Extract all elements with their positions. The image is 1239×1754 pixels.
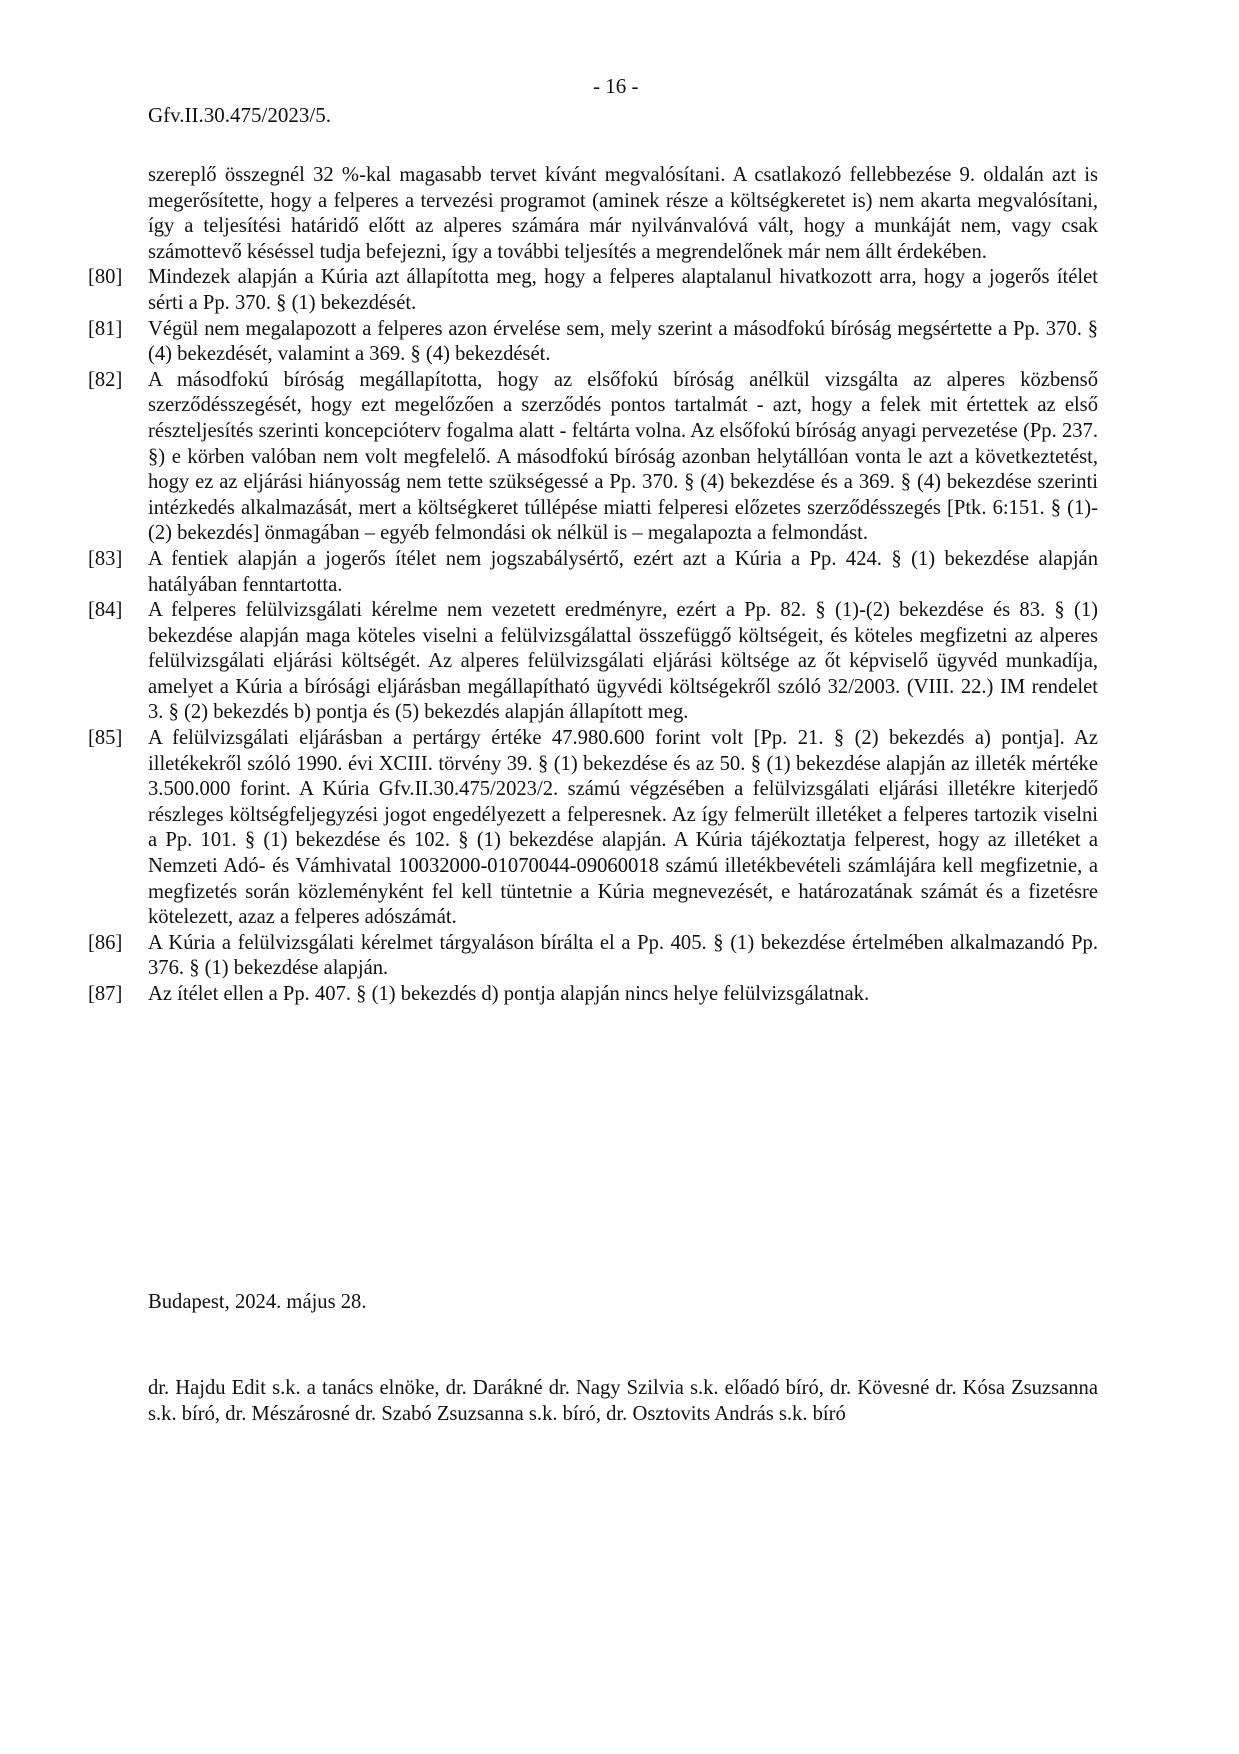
paragraph-number: [87] xyxy=(88,983,123,1005)
paragraph-80 xyxy=(88,265,1098,316)
paragraph-number: [84] xyxy=(88,599,123,622)
paragraph-text: Az ítélet ellen a Pp. 407. § (1) bekezdés d) pontja alapján nincs helye felülvizsgálatnak. xyxy=(148,983,870,1005)
paragraph-text: A felülvizsgálati eljárásban a pertárgy értéke 47.980.600 forint volt [Pp. 21. § (2) bekezdés a) pontja]. Az illetékekről szóló 1990. évi XCIII. törvény 39. § (1) bekezdése és az 50. § (1) bekezdése alapján az illeték mértéke 3.500.000 forint. A Kúria Gfv.II.30.475/2023/2. számú végzésében a felülvizsgálati eljárási illetékre kiterjedő részleges költségfeljegyzési jogot engedélyezett a felperesnek. Az így felmerült illetéket a felperes tartozik viselni a Pp. 101. § (1) bekezdése és 102. § (1) bekezdése alapján. A Kúria tájékoztatja felperest, hogy az illetéket a Nemzeti Adó- és Vámhivatal 10032000-01070044-09060018 számú illetékbevételi számlájára kell megfizetnie, a megfizetés során közleményként fel kell tüntetnie a Kúria megnevezését, e határozatának számát és a fizetésre kötelezett, azaz a felperes adószámát. xyxy=(148,727,1098,929)
document-body xyxy=(88,163,1098,1008)
paragraph-number: [81] xyxy=(88,317,123,340)
paragraph-number: [82] xyxy=(88,368,123,391)
paragraph-text: Végül nem megalapozott a felperes azon érvelése sem, mely szerint a másodfokú bíróság megsértette a Pp. 370. § (4) bekezdését, valamint a 369. § (4) bekezdését. xyxy=(148,317,1098,366)
paragraph-text: A Kúria a felülvizsgálati kérelmet tárgyaláson bírálta el a Pp. 405. § (1) bekezdése értelmében alkalmazandó Pp. 376. § (1) bekezdése alapján. xyxy=(148,931,1098,980)
paragraph-number: [83] xyxy=(88,547,123,570)
paragraph-84 xyxy=(88,598,1098,726)
continuation-paragraph: szereplő összegnél 32 %-kal magasabb tervet kívánt megvalósítani. A csatlakozó fellebbezése 9. oldalán azt is megerősítette, hogy a felperes a tervezési programot (aminek része a költségkeretet is) nem akarta megvalósítani, így a teljesítési határidő előtt az alperes számára már nyilvánvalóvá vált, hogy a munkáját nem, vagy csak számottevő késéssel tudja befejezni, így a további teljesítés a megrendelőnek már nem állt érdekében. xyxy=(148,164,1098,263)
paragraph-text: Mindezek alapján a Kúria azt állapította meg, hogy a felperes alaptalanul hivatkozott arra, hogy a jogerős ítélet sérti a Pp. 370. § (1) bekezdését. xyxy=(148,266,1098,314)
paragraph-85 xyxy=(88,726,1098,931)
case-number: Gfv.II.30.475/2023/5. xyxy=(148,103,331,127)
paragraph-number: [86] xyxy=(88,931,123,954)
paragraph-number: [85] xyxy=(88,727,123,750)
paragraph-text: A felperes felülvizsgálati kérelme nem vezetett eredményre, ezért a Pp. 82. § (1)-(2) bekezdése és 83. § (1) bekezdése alapján maga köteles viselni a felülvizsgálattal összefüggő költségeit, és köteles megfizetni az alperes felülvizsgálati eljárási költségét. Az alperes felülvizsgálati eljárási költsége az őt képviselő ügyvéd munkadíja, amelyet a Kúria a bírósági eljárásban megállapítható ügyvédi költségekről szóló 32/2003. (VIII. 22.) IM rendelet 3. § (2) bekezdés b) pontja és (5) bekezdés alapján állapított meg. xyxy=(148,599,1098,724)
paragraph-81 xyxy=(88,317,1098,368)
page-number: - 16 - xyxy=(593,74,639,98)
paragraph-86 xyxy=(88,931,1098,982)
paragraph-87 xyxy=(88,982,1098,1008)
paragraph-number: [80] xyxy=(88,266,123,289)
paragraph-text: A másodfokú bíróság megállapította, hogy az elsőfokú bíróság anélkül vizsgálta az alperes közbenső szerződésszegését, hogy ezt megelőzően a szerződés pontos tartalmát - azt, hogy a felek mit értettek az első részteljesítés szerinti koncepcióterv fogalma alatt - feltárta volna. Az elsőfokú bíróság anyagi pervezetése (Pp. 237. §) e körben valóban nem volt megfelelő. A másodfokú bíróság azonban helytállóan vonta le azt a következtetést, hogy ez az eljárási hiányosság nem tette szükségessé a Pp. 370. § (4) bekezdése és a 369. § (4) bekezdése szerinti intézkedés alkalmazását, mert a költségkeret túllépése miatti felperesi előzetes szerződésszegés [Ptk. 6:151. § (1)-(2) bekezdés] önmagában – egyéb felmondási ok nélkül is – megalapozta a felmondást. xyxy=(148,368,1098,545)
place-and-date: Budapest, 2024. május 28. xyxy=(148,1291,367,1313)
paragraph-text: A fentiek alapján a jogerős ítélet nem jogszabálysértő, ezért azt a Kúria a Pp. 424. § (1) bekezdése alapján hatályában fenntartotta. xyxy=(148,547,1098,596)
paragraph-82 xyxy=(88,368,1098,547)
paragraph-83 xyxy=(88,547,1098,598)
signatures-block: dr. Hajdu Edit s.k. a tanács elnöke, dr. Darákné dr. Nagy Szilvia s.k. előadó bíró, dr. Kövesné dr. Kósa Zsuzsanna s.k. bíró, dr. Mészárosné dr. Szabó Zsuzsanna s.k. bíró, dr. Osztovits András s.k. bíró xyxy=(148,1377,1098,1425)
